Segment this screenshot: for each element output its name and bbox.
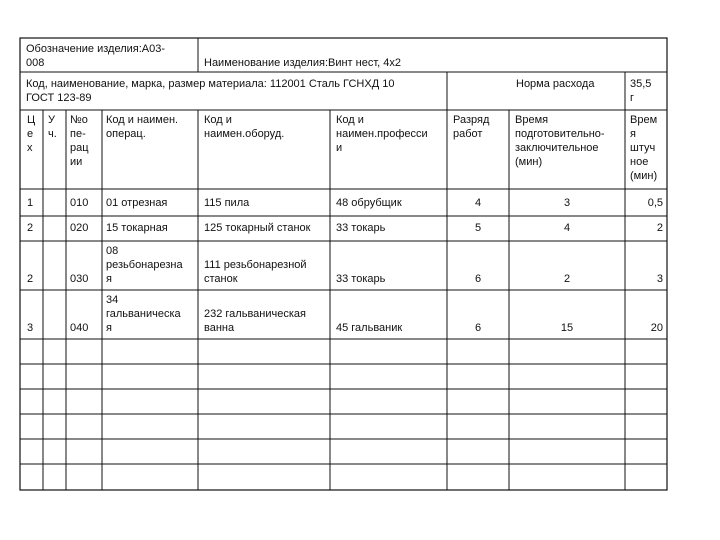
row4-tseh: 3 [27,322,34,334]
product-name: Наименование изделия:Винт нест, 4х2 [204,57,402,69]
row1-profession: 48 обрубщик [336,197,402,209]
material-label: Код, наименование, марка, размер материала: 112001 Сталь ГСНХД 10 ГОСТ 123-89 [26,78,395,104]
col-header-profession: Код и наимен.професси и [336,114,428,154]
row3-prep: 2 [563,273,571,285]
row3-grade: 6 [474,273,482,285]
row4-profession: 45 гальваник [336,322,403,334]
row4-equipment: 232 гальваническая ванна [204,308,306,334]
row2-tseh: 2 [27,222,34,234]
col-header-equipment: Код и наимен.оборуд. [204,114,285,140]
row2-op-no: 020 [70,222,89,234]
row1-op-name: 01 отрезная [106,197,168,209]
row1-op-no: 010 [70,197,89,209]
row3-op-no: 030 [70,273,89,285]
row4-op-name: 34 гальваническа я [106,294,181,334]
col-header-op-no: №о пе- рац ии [70,114,89,168]
row4-grade: 6 [474,322,482,334]
row3-tseh: 2 [27,273,34,285]
row1-grade: 4 [474,197,482,209]
row1-tseh: 1 [27,197,34,209]
norm-label: Норма расхода [516,78,595,90]
row3-profession: 33 токарь [336,273,386,285]
row4-op-no: 040 [70,322,89,334]
row2-equipment: 125 токарный станок [204,222,311,234]
col-header-prep-time: Время подготовительно- заключительное (мин) [515,114,605,168]
norm-value: 35,5 г [630,78,652,104]
col-header-tseh: Ц е х [27,114,36,154]
product-designation: Обозначение изделия:А03- 008 [26,43,166,69]
row3-equipment: 111 резьбонарезной станок [204,259,307,285]
col-header-op-code: Код и наимен. операц. [106,114,179,140]
row2-piece: 2 [656,222,663,234]
row1-prep: 3 [563,197,571,209]
row2-grade: 5 [474,222,482,234]
row4-prep: 15 [560,322,574,334]
row4-piece: 20 [650,322,663,334]
row2-op-name: 15 токарная [106,222,168,234]
row1-piece: 0,5 [647,197,663,209]
row2-profession: 33 токарь [336,222,386,234]
row2-prep: 4 [563,222,571,234]
row3-piece: 3 [656,273,663,285]
row1-equipment: 115 пила [204,197,250,209]
col-header-grade: Разряд работ [453,114,490,140]
col-header-uch: У ч. [48,114,57,140]
row3-op-name: 08 резьбонарезна я [106,245,183,285]
col-header-piece-time: Врем я штуч ное (мин) [630,114,658,182]
